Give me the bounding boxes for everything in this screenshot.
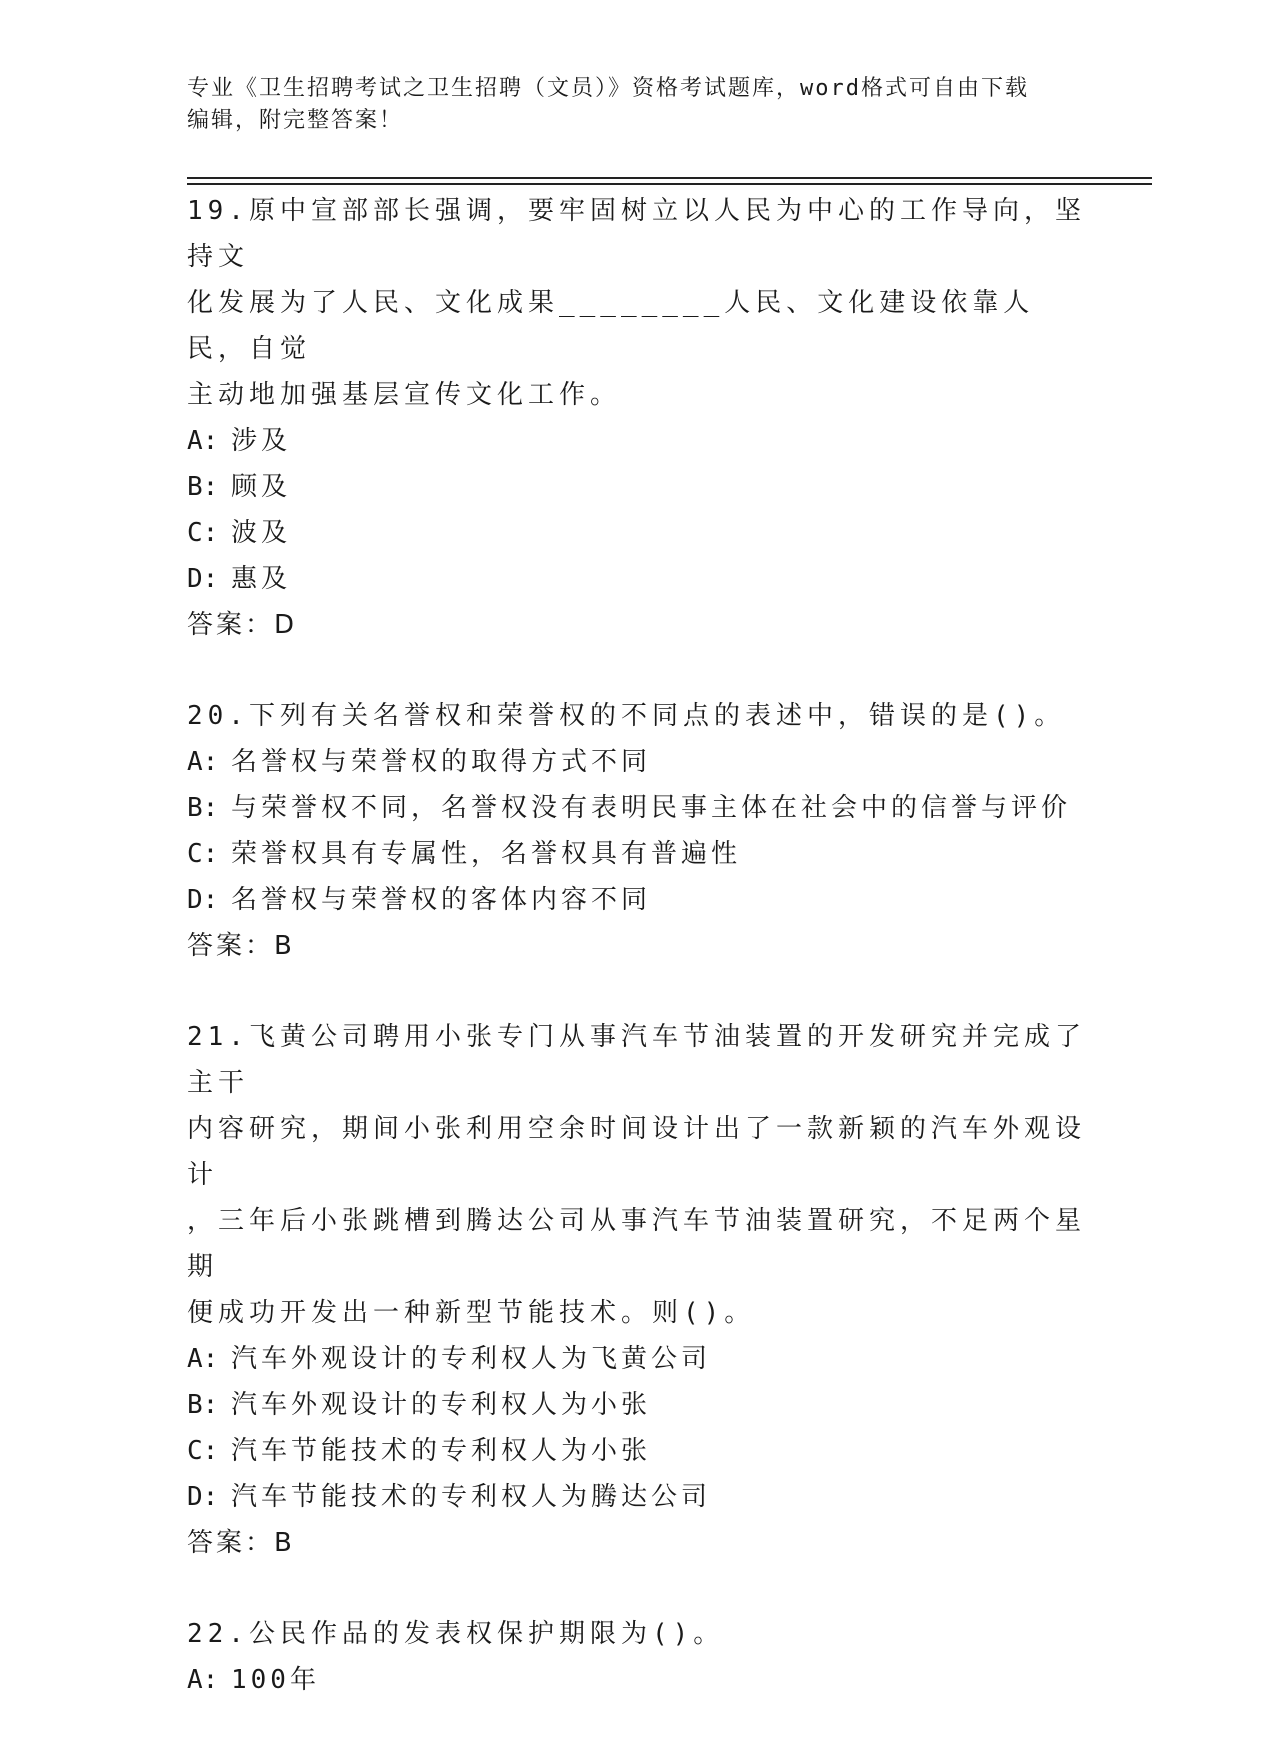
header-rule-top (187, 177, 1152, 179)
option-key: C: (187, 839, 219, 869)
option-d (187, 556, 1087, 602)
option-key: C: (187, 518, 219, 548)
option-b (187, 1382, 1087, 1428)
option-key: A: (187, 1665, 219, 1695)
question-stem-line: 19.原中宣部部长强调，要牢固树立以人民为中心的工作导向，坚持文 (187, 196, 1086, 272)
option-text: 汽车节能技术的专利权人为腾达公司 (231, 1482, 712, 1512)
question-21 (187, 1014, 1087, 1566)
option-text: 汽车外观设计的专利权人为小张 (231, 1390, 652, 1420)
header-line-1: 专业《卫生招聘考试之卫生招聘（文员）》资格考试题库，word格式可自由下载 (187, 76, 1029, 101)
option-text: 名誉权与荣誉权的客体内容不同 (231, 885, 652, 915)
option-key: A: (187, 747, 219, 777)
option-key: B: (187, 1390, 219, 1420)
option-key: B: (187, 793, 219, 823)
option-text: 汽车节能技术的专利权人为小张 (231, 1436, 652, 1466)
option-c (187, 1428, 1087, 1474)
option-key: A: (187, 1344, 219, 1374)
question-stem-line: 内容研究，期间小张利用空余时间设计出了一款新颖的汽车外观设计 (187, 1114, 1087, 1190)
question-list (187, 188, 1087, 1748)
option-text: 名誉权与荣誉权的取得方式不同 (231, 747, 652, 777)
question-19 (187, 188, 1087, 648)
option-text: 涉及 (231, 426, 292, 456)
question-stem-line: 22.公民作品的发表权保护期限为()。 (187, 1619, 725, 1649)
answer-line: 答案：B (187, 1528, 295, 1558)
question-stem-line: ，三年后小张跳槽到腾达公司从事汽车节油装置研究，不足两个星期 (187, 1206, 1087, 1282)
option-text: 惠及 (231, 564, 292, 594)
header-rule-bottom (187, 183, 1152, 185)
option-key: D: (187, 885, 219, 915)
option-d (187, 1474, 1087, 1520)
option-text: 100年 (231, 1665, 320, 1695)
option-a (187, 418, 1087, 464)
option-text: 荣誉权具有专属性，名誉权具有普遍性 (231, 839, 742, 869)
option-key: D: (187, 1482, 219, 1512)
option-b (187, 785, 1087, 831)
question-stem-line: 主动地加强基层宣传文化工作。 (187, 380, 622, 410)
option-key: A: (187, 426, 219, 456)
option-text: 汽车外观设计的专利权人为飞黄公司 (231, 1344, 712, 1374)
header-line-2: 编辑，附完整答案！ (187, 108, 404, 133)
option-d (187, 877, 1087, 923)
option-b (187, 464, 1087, 510)
option-key: B: (187, 472, 219, 502)
option-key: D: (187, 564, 219, 594)
option-text: 顾及 (231, 472, 292, 502)
option-c (187, 831, 1087, 877)
option-a (187, 1657, 1087, 1703)
question-stem-line: 化发展为了人民、文化成果________人民、文化建设依靠人民，自觉 (187, 288, 1035, 364)
option-key: C: (187, 1436, 219, 1466)
answer-line: 答案：D (187, 610, 298, 640)
question-stem-line: 便成功开发出一种新型节能技术。则()。 (187, 1298, 756, 1328)
document-header (187, 73, 1087, 137)
question-22 (187, 1611, 1087, 1703)
option-a (187, 739, 1087, 785)
answer-line: 答案：B (187, 931, 295, 961)
option-a (187, 1336, 1087, 1382)
option-text: 与荣誉权不同，名誉权没有表明民事主体在社会中的信誉与评价 (231, 793, 1072, 823)
question-20 (187, 693, 1087, 969)
question-stem-line: 20.下列有关名誉权和荣誉权的不同点的表述中，错误的是()。 (187, 701, 1066, 731)
option-c (187, 510, 1087, 556)
option-text: 波及 (231, 518, 292, 548)
question-stem-line: 21.飞黄公司聘用小张专门从事汽车节油装置的开发研究并完成了主干 (187, 1022, 1086, 1098)
